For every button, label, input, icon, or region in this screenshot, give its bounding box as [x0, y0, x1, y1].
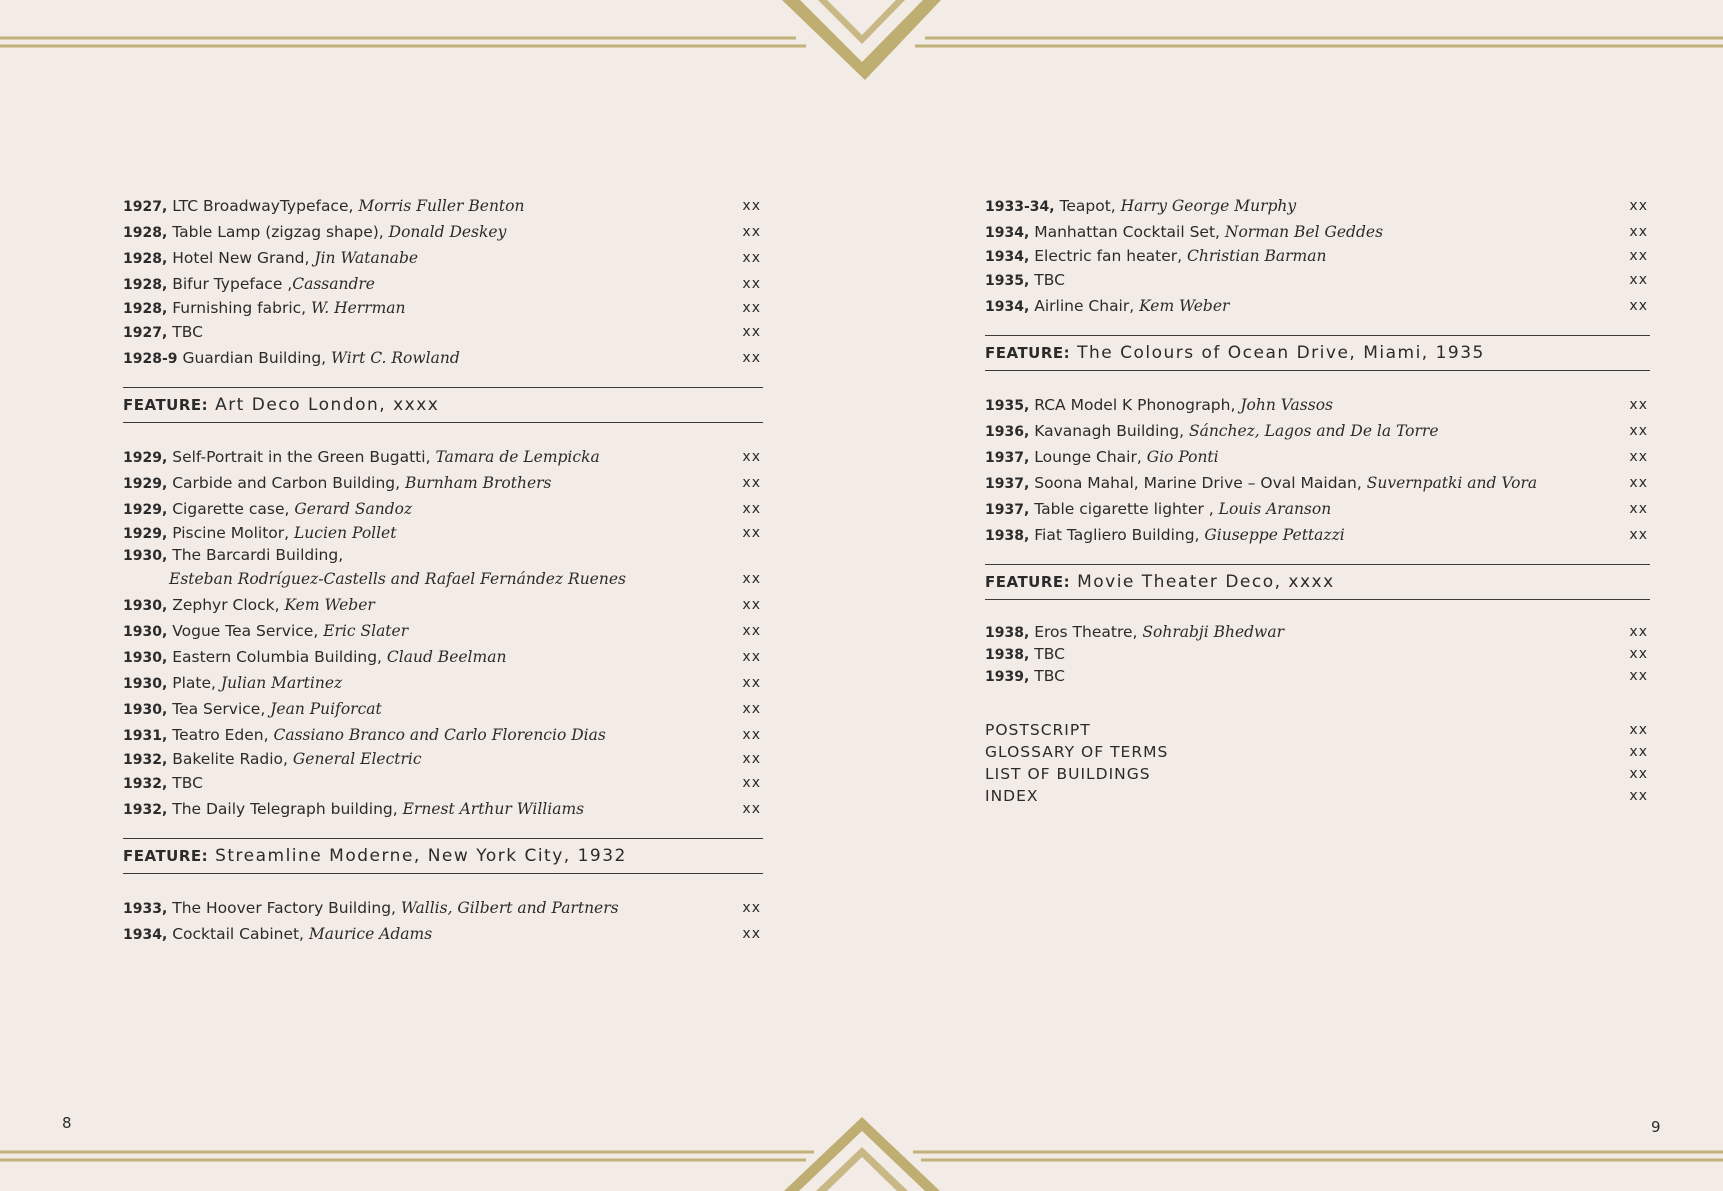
back-matter-entry[interactable] — [985, 741, 1650, 763]
back-matter-entry[interactable] — [985, 785, 1650, 807]
entry-author: Claud Beelman — [386, 648, 507, 666]
entry-title: Tea Service, — [172, 700, 266, 718]
back-matter-list — [985, 719, 1650, 807]
entry-page-ref: xx — [742, 324, 761, 340]
entry-author: Louis Aranson — [1218, 500, 1332, 518]
toc-entry[interactable] — [123, 297, 763, 319]
page-number-right: 9 — [1651, 1118, 1661, 1136]
toc-entry[interactable] — [985, 643, 1650, 665]
entry-title: Teapot, — [1059, 197, 1116, 215]
feature-label: FEATURE: — [985, 344, 1071, 362]
feature-title: The Colours of Ocean Drive, Miami, 1935 — [1077, 343, 1485, 363]
entry-page-ref: xx — [742, 751, 761, 767]
toc-entry[interactable] — [985, 522, 1650, 548]
entry-title: Lounge Chair, — [1034, 448, 1142, 466]
entry-page-ref: xx — [742, 900, 761, 916]
entry-page-ref: xx — [742, 926, 761, 942]
entry-author: Gio Ponti — [1146, 448, 1219, 466]
page-number-left: 8 — [62, 1114, 72, 1132]
entry-author: General Electric — [292, 750, 422, 768]
feature-heading[interactable] — [123, 838, 763, 874]
entry-title: Manhattan Cocktail Set, — [1034, 223, 1220, 241]
entry-page-ref: xx — [742, 475, 761, 491]
toc-group — [985, 392, 1650, 548]
entry-author: Kem Weber — [284, 596, 375, 614]
entry-year: 1928-9 — [123, 351, 178, 367]
feature-label: FEATURE: — [123, 396, 209, 414]
entry-title: Kavanagh Building, — [1034, 422, 1185, 440]
entry-year: 1938, — [985, 528, 1030, 544]
entry-author: Cassandre — [292, 275, 375, 293]
entry-title: TBC — [1034, 271, 1065, 289]
entry-page-ref: xx — [742, 276, 761, 292]
entry-year: 1932, — [123, 802, 168, 818]
back-matter-label: INDEX — [985, 787, 1039, 805]
toc-entry[interactable] — [123, 245, 763, 271]
entry-page-ref: xx — [1629, 722, 1648, 738]
entry-title: Plate, — [172, 674, 216, 692]
entry-author: Gerard Sandoz — [294, 500, 413, 518]
entry-year: 1931, — [123, 728, 168, 744]
entry-year: 1934, — [123, 927, 168, 943]
back-matter-label: GLOSSARY OF TERMS — [985, 743, 1169, 761]
entry-page-ref: xx — [1629, 668, 1648, 684]
feature-title: Art Deco London, xxxx — [215, 395, 440, 415]
feature-label: FEATURE: — [123, 847, 209, 865]
toc-entry[interactable] — [985, 193, 1650, 219]
entry-author: Sohrabji Bhedwar — [1142, 623, 1284, 641]
toc-entry[interactable] — [123, 644, 763, 670]
entry-year: 1928, — [123, 225, 168, 241]
feature-heading[interactable] — [123, 387, 763, 423]
entry-author: Donald Deskey — [388, 223, 507, 241]
toc-entry-continuation[interactable] — [123, 566, 763, 592]
feature-title: Streamline Moderne, New York City, 1932 — [215, 846, 627, 866]
entry-page-ref: xx — [742, 350, 761, 366]
toc-group — [123, 444, 763, 822]
back-matter-entry[interactable] — [985, 719, 1650, 741]
entry-author: Ernest Arthur Williams — [402, 800, 585, 818]
entry-year: 1935, — [985, 398, 1030, 414]
toc-entry[interactable] — [123, 319, 763, 345]
entry-author: Wirt C. Rowland — [331, 349, 460, 367]
entry-year: 1928, — [123, 251, 168, 267]
entry-page-ref: xx — [1629, 624, 1648, 640]
entry-title: Bifur Typeface , — [172, 275, 293, 293]
entry-title: Self-Portrait in the Green Bugatti, — [172, 448, 431, 466]
entry-page-ref: xx — [1629, 224, 1648, 240]
entry-page-ref: xx — [1629, 744, 1648, 760]
toc-entry[interactable] — [123, 796, 763, 822]
toc-entry[interactable] — [985, 418, 1650, 444]
entry-page-ref: xx — [742, 300, 761, 316]
entry-year: 1937, — [985, 476, 1030, 492]
entry-year: 1930, — [123, 624, 168, 640]
entry-title: Cocktail Cabinet, — [172, 925, 304, 943]
entry-title: Table Lamp (zigzag shape), — [172, 223, 384, 241]
entry-page-ref: xx — [1629, 646, 1648, 662]
entry-title: Eros Theatre, — [1034, 623, 1138, 641]
entry-title: Vogue Tea Service, — [172, 622, 319, 640]
toc-entry[interactable] — [985, 392, 1650, 418]
entry-page-ref: xx — [742, 449, 761, 465]
entry-page-ref: xx — [1629, 423, 1648, 439]
feature-label: FEATURE: — [985, 573, 1071, 591]
entry-title: TBC — [1034, 645, 1065, 663]
entry-title: Airline Chair, — [1034, 297, 1135, 315]
entry-page-ref: xx — [742, 775, 761, 791]
entry-year: 1928, — [123, 301, 168, 317]
entry-page-ref: xx — [1629, 272, 1648, 288]
entry-year: 1929, — [123, 502, 168, 518]
entry-page-ref: xx — [1629, 788, 1648, 804]
entry-title: TBC — [1034, 667, 1065, 685]
toc-entry[interactable] — [985, 621, 1650, 643]
entry-year: 1934, — [985, 225, 1030, 241]
entry-page-ref: xx — [1629, 449, 1648, 465]
entry-title: RCA Model K Phonograph, — [1034, 396, 1236, 414]
feature-heading[interactable] — [985, 564, 1650, 600]
entry-year: 1933-34, — [985, 199, 1055, 215]
toc-entry[interactable] — [123, 544, 763, 566]
entry-title: Cigarette case, — [172, 500, 290, 518]
entry-year: 1938, — [985, 625, 1030, 641]
entry-page-ref: xx — [1629, 501, 1648, 517]
entry-page-ref: xx — [1629, 766, 1648, 782]
entry-title: LTC BroadwayTypeface, — [172, 197, 354, 215]
entry-title: Zephyr Clock, — [172, 596, 280, 614]
toc-group — [985, 621, 1650, 687]
back-matter-label: LIST OF BUILDINGS — [985, 765, 1151, 783]
entry-title: Guardian Building, — [182, 349, 327, 367]
toc-right-column — [985, 193, 1650, 807]
feature-title: Movie Theater Deco, xxxx — [1077, 572, 1335, 592]
entry-author: Julian Martinez — [220, 674, 343, 692]
entry-page-ref: xx — [1629, 527, 1648, 543]
toc-entry[interactable] — [123, 219, 763, 245]
entry-author: Morris Fuller Benton — [358, 197, 525, 215]
toc-entry[interactable] — [985, 470, 1650, 496]
toc-entry[interactable] — [123, 670, 763, 696]
toc-entry[interactable] — [985, 496, 1650, 522]
toc-entry[interactable] — [985, 444, 1650, 470]
toc-entry[interactable] — [123, 522, 763, 544]
entry-page-ref: xx — [742, 675, 761, 691]
entry-year: 1933, — [123, 901, 168, 917]
entry-year: 1932, — [123, 776, 168, 792]
toc-entry[interactable] — [123, 921, 763, 947]
toc-entry[interactable] — [123, 592, 763, 618]
entry-year: 1928, — [123, 277, 168, 293]
entry-page-ref: xx — [742, 727, 761, 743]
entry-title: Furnishing fabric, — [172, 299, 307, 317]
toc-group — [123, 193, 763, 371]
entry-year: 1930, — [123, 702, 168, 718]
entry-title: Fiat Tagliero Building, — [1034, 526, 1200, 544]
entry-year: 1934, — [985, 249, 1030, 265]
toc-group — [985, 193, 1650, 319]
entry-page-ref: xx — [742, 224, 761, 240]
entry-year: 1932, — [123, 752, 168, 768]
entry-page-ref: xx — [742, 198, 761, 214]
toc-entry[interactable] — [985, 293, 1650, 319]
entry-page-ref: xx — [1629, 198, 1648, 214]
entry-author: Cassiano Branco and Carlo Florencio Dias — [273, 726, 606, 744]
toc-entry[interactable] — [985, 665, 1650, 687]
entry-title: Soona Mahal, Marine Drive – Oval Maidan, — [1034, 474, 1362, 492]
toc-entry[interactable] — [123, 770, 763, 796]
entry-page-ref: xx — [742, 801, 761, 817]
toc-entry[interactable] — [123, 696, 763, 722]
toc-entry[interactable] — [123, 618, 763, 644]
entry-title: Teatro Eden, — [172, 726, 269, 744]
entry-year: 1929, — [123, 450, 168, 466]
toc-entry[interactable] — [123, 271, 763, 297]
entry-author: Wallis, Gilbert and Partners — [400, 899, 619, 917]
entry-author: Burnham Brothers — [404, 474, 552, 492]
entry-year: 1937, — [985, 450, 1030, 466]
toc-entry[interactable] — [985, 219, 1650, 245]
toc-entry[interactable] — [123, 895, 763, 921]
entry-title: Eastern Columbia Building, — [172, 648, 382, 666]
entry-page-ref: xx — [742, 701, 761, 717]
entry-title: TBC — [172, 323, 203, 341]
entry-page-ref: xx — [742, 525, 761, 541]
entry-author: Esteban Rodríguez-Castells and Rafael Fernández Ruenes — [169, 570, 626, 588]
entry-title: Table cigarette lighter , — [1034, 500, 1214, 518]
entry-page-ref: xx — [1629, 397, 1648, 413]
entry-author: Giuseppe Pettazzi — [1204, 526, 1345, 544]
entry-year: 1927, — [123, 325, 168, 341]
entry-year: 1927, — [123, 199, 168, 215]
entry-author: Christian Barman — [1187, 247, 1327, 265]
entry-title: The Barcardi Building, — [172, 546, 344, 564]
entry-title: Electric fan heater, — [1034, 247, 1183, 265]
back-matter-label: POSTSCRIPT — [985, 721, 1091, 739]
entry-year: 1934, — [985, 299, 1030, 315]
entry-page-ref: xx — [742, 250, 761, 266]
entry-page-ref: xx — [742, 501, 761, 517]
entry-year: 1935, — [985, 273, 1030, 289]
entry-year: 1938, — [985, 647, 1030, 663]
entry-year: 1929, — [123, 476, 168, 492]
entry-title: The Daily Telegraph building, — [172, 800, 398, 818]
entry-year: 1937, — [985, 502, 1030, 518]
entry-author: Eric Slater — [323, 622, 409, 640]
entry-title: Piscine Molitor, — [172, 524, 290, 542]
entry-page-ref: xx — [742, 597, 761, 613]
entry-author: Tamara de Lempicka — [435, 448, 600, 466]
feature-heading[interactable] — [985, 335, 1650, 371]
toc-entry[interactable] — [123, 193, 763, 219]
toc-entry[interactable] — [123, 748, 763, 770]
entry-page-ref: xx — [1629, 298, 1648, 314]
entry-author: Suvernpatki and Vora — [1366, 474, 1538, 492]
entry-author: Jean Puiforcat — [270, 700, 382, 718]
toc-entry[interactable] — [123, 444, 763, 470]
entry-year: 1929, — [123, 526, 168, 542]
entry-title: Carbide and Carbon Building, — [172, 474, 401, 492]
entry-year: 1930, — [123, 548, 168, 564]
entry-year: 1936, — [985, 424, 1030, 440]
entry-title: Bakelite Radio, — [172, 750, 288, 768]
entry-title: TBC — [172, 774, 203, 792]
entry-author: Sánchez, Lagos and De la Torre — [1188, 422, 1439, 440]
entry-title: Hotel New Grand, — [172, 249, 310, 267]
toc-entry[interactable] — [123, 496, 763, 522]
entry-year: 1939, — [985, 669, 1030, 685]
entry-author: W. Herrman — [311, 299, 406, 317]
entry-year: 1930, — [123, 650, 168, 666]
entry-page-ref: xx — [742, 649, 761, 665]
toc-left-column — [123, 193, 763, 947]
entry-title: The Hoover Factory Building, — [172, 899, 396, 917]
entry-author: John Vassos — [1240, 396, 1333, 414]
entry-page-ref: xx — [742, 571, 761, 587]
entry-author: Lucien Pollet — [294, 524, 397, 542]
toc-entry[interactable] — [123, 345, 763, 371]
toc-entry[interactable] — [985, 245, 1650, 267]
toc-entry[interactable] — [985, 267, 1650, 293]
toc-entry[interactable] — [123, 470, 763, 496]
toc-group — [123, 895, 763, 947]
entry-page-ref: xx — [1629, 248, 1648, 264]
entry-author: Norman Bel Geddes — [1224, 223, 1384, 241]
entry-year: 1930, — [123, 676, 168, 692]
entry-author: Kem Weber — [1139, 297, 1230, 315]
entry-author: Jin Watanabe — [314, 249, 419, 267]
entry-page-ref: xx — [742, 623, 761, 639]
entry-year: 1930, — [123, 598, 168, 614]
entry-author: Maurice Adams — [308, 925, 433, 943]
toc-entry[interactable] — [123, 722, 763, 748]
entry-author: Harry George Murphy — [1120, 197, 1297, 215]
entry-page-ref: xx — [1629, 475, 1648, 491]
back-matter-entry[interactable] — [985, 763, 1650, 785]
